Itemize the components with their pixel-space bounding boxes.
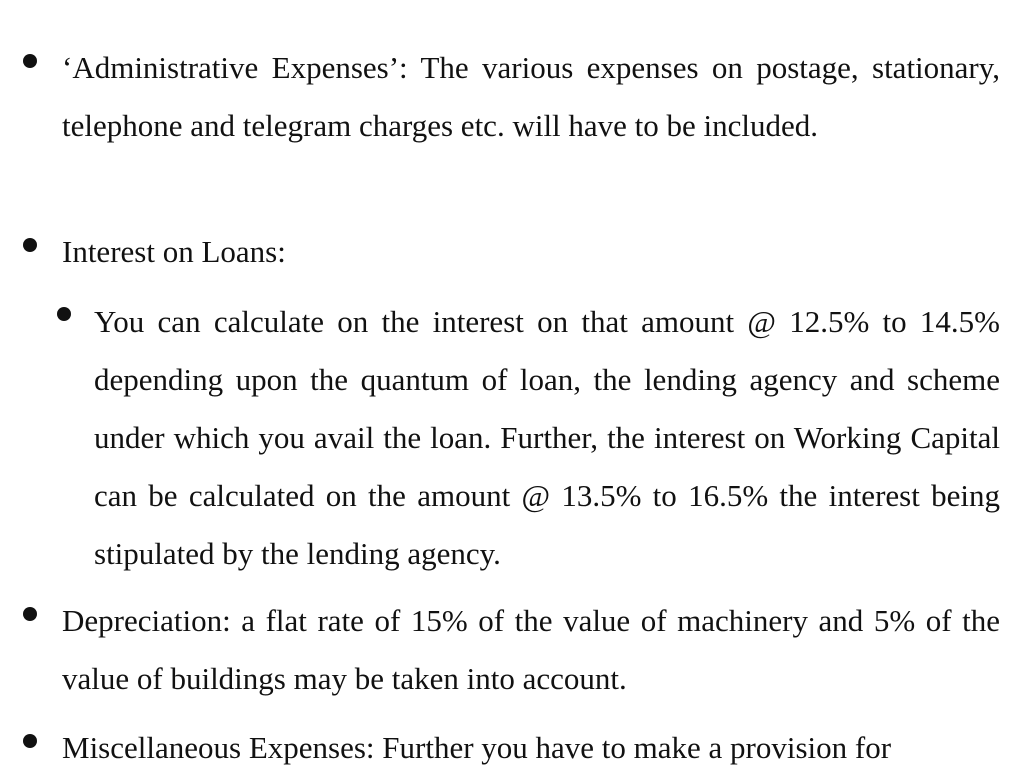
bullet-depreciation: Depreciation: a flat rate of 15% of the value of machinery and 5% of the value of buildings may be taken into account. — [62, 603, 1000, 696]
bullet-dot-icon — [23, 607, 37, 621]
bullet-dot-icon — [23, 734, 37, 748]
bullet-dot-icon — [23, 54, 37, 68]
sub-bullet-dot-icon — [57, 307, 71, 321]
sub-bullet-interest-detail: You can calculate on the interest on that amount @ 12.5% to 14.5% depending upon the quantum of loan, the lending agency and scheme under which you avail the loan. Further, the interest on Working Capital can be calculated on the amount @ 13.5% to 16.5% the interest being stipulated by the lending agency. — [94, 304, 1000, 571]
bullet-interest-on-loans: Interest on Loans: — [62, 234, 286, 269]
bullet-miscellaneous-expenses: Miscellaneous Expenses: Further you have to make a provision for — [62, 730, 892, 765]
bullet-dot-icon — [23, 238, 37, 252]
bullet-administrative-expenses: ‘Administrative Expenses’: The various expenses on postage, stationary, telephone and telegram charges etc. will have to be included. — [62, 50, 1000, 143]
